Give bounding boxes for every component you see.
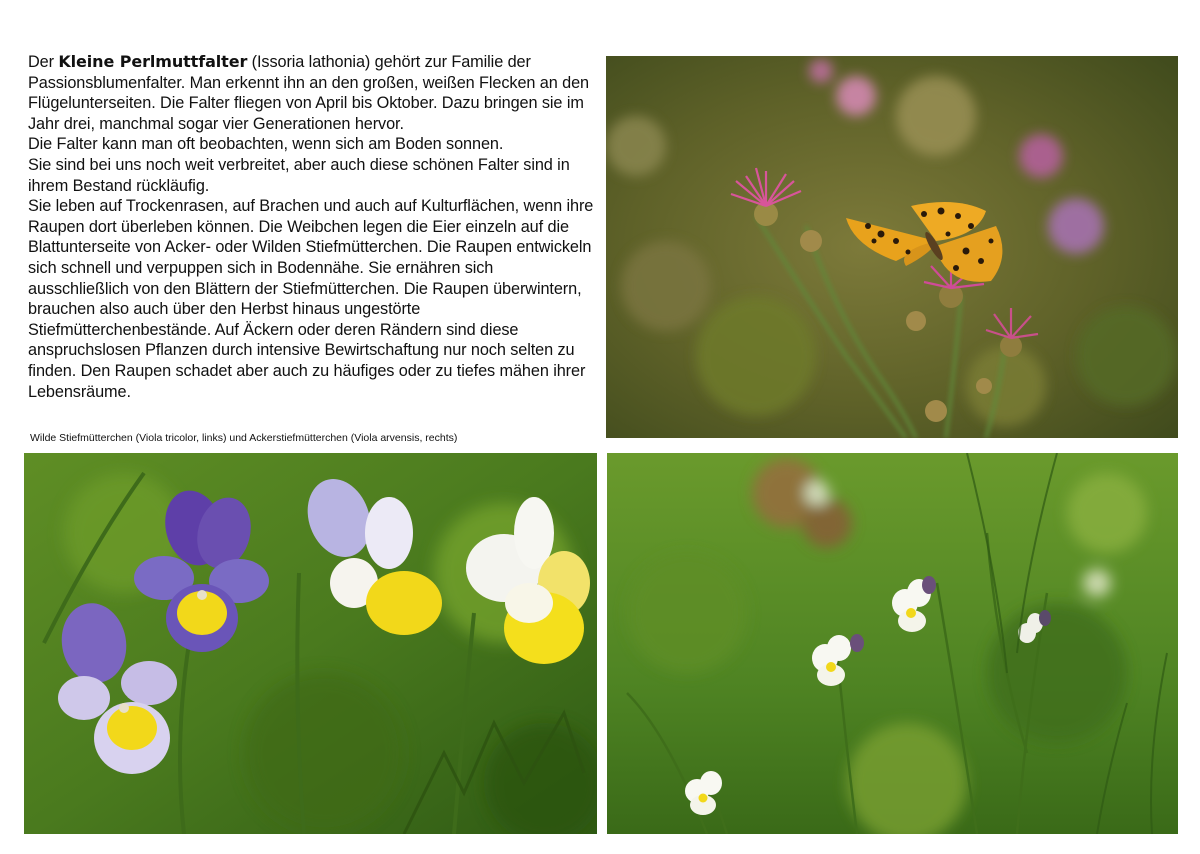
- intro-lead: Der: [28, 53, 59, 71]
- article-text: [28, 52, 598, 402]
- butterfly-photo-image: [606, 56, 1178, 438]
- habitat-paragraph: Sie leben auf Trockenrasen, auf Brachen und auch auf Kulturflächen, wenn ihre Raupen dort überleben können. Die Weibchen legen die Eier einzeln auf die Blattunterseite von Acker- oder Wilden Stiefmütterchen. Die Raupen entwickeln sich schnell und verpuppen sich in Bodennähe. Sie ernähren sich ausschließlich von den Blättern der Stiefmütterchen. Die Raupen überwintern, brauchen also auch über den Herbst hinaus ungestörte Stiefmütterchenbestände. Auf Äckern oder deren Rändern sind diese anspruchslosen Pflanzen durch intensive Bewirtschaftung nur noch selten zu finden. Den Raupen schadet aber auch zu häufiges oder zu tiefes mähen ihrer Lebensräume.: [28, 197, 594, 401]
- intro-text: (Issoria lathonia) gehört zur Familie der Passionsblumenfalter. Man erkennt ihn an den großen, weißen Flecken an den Flügelunterseiten. Die Falter fliegen von April bis Oktober. Dazu bringen sie im Jahr drei, manchmal sogar vier Generationen hervor.: [28, 53, 589, 133]
- decline-sentence: Sie sind bei uns noch weit verbreitet, aber auch diese schönen Falter sind in ihrem Bestand rückläufig.: [28, 155, 570, 195]
- species-name: Kleine Perlmuttfalter: [58, 52, 248, 71]
- sun-sentence: Die Falter kann man oft beobachten, wenn sich am Boden sonnen.: [28, 135, 504, 154]
- butterfly-photo: [606, 56, 1178, 438]
- viola-tricolor-photo-image: [24, 453, 597, 834]
- photo-caption: Wilde Stiefmütterchen (Viola tricolor, links) und Ackerstiefmütterchen (Viola arvensis, rechts): [30, 432, 458, 444]
- viola-arvensis-photo-image: [607, 453, 1178, 834]
- intro-paragraph: [28, 52, 598, 134]
- viola-arvensis-photo: [607, 453, 1178, 834]
- viola-tricolor-photo: [24, 453, 597, 834]
